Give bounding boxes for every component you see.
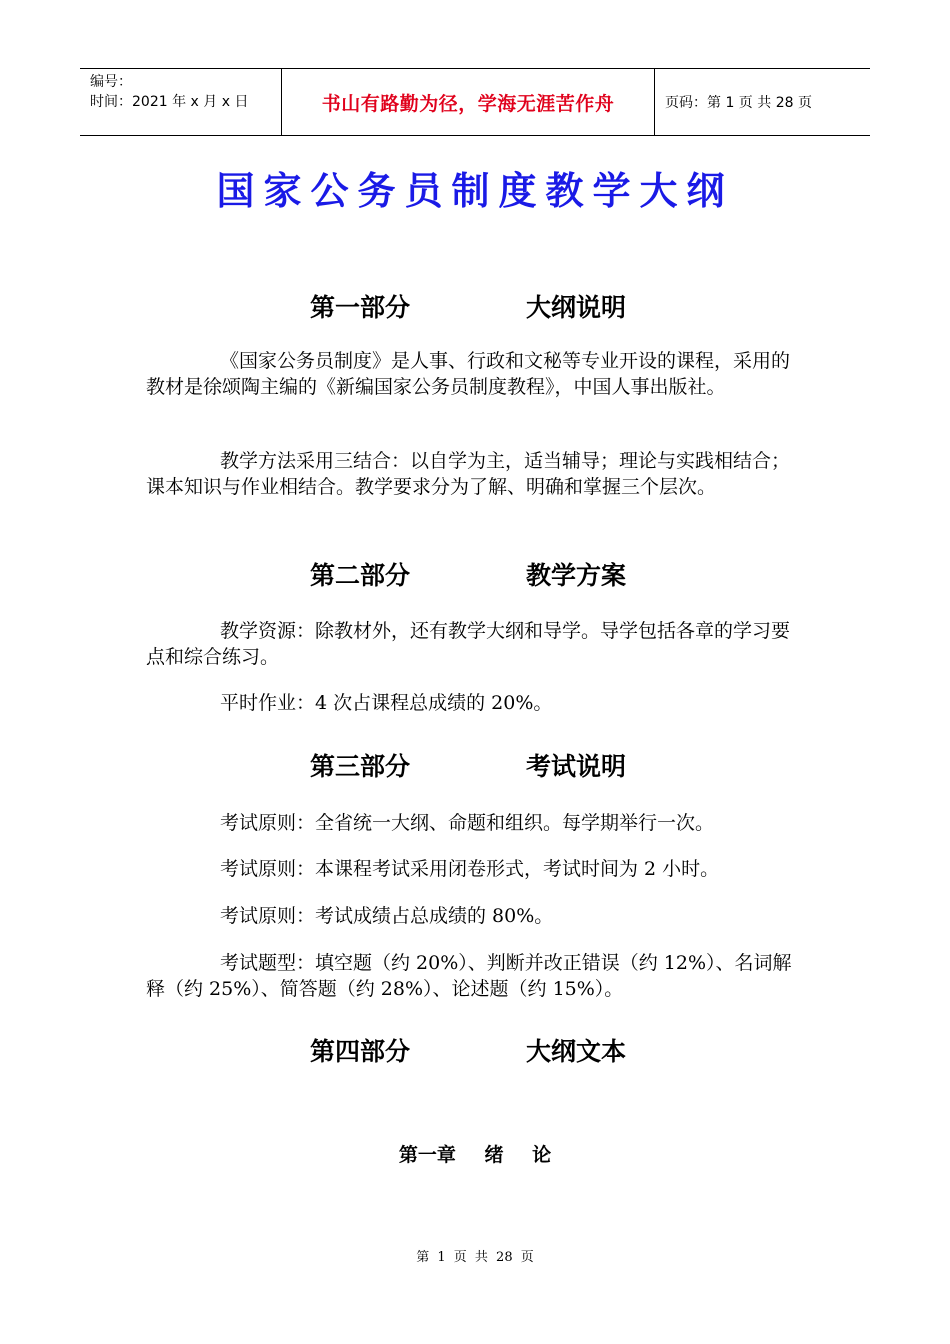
paragraph-exam-principle-2: 考试原则：本课程考试采用闭卷形式，考试时间为 2 小时。 (220, 858, 720, 880)
part-number: 第一部分 (310, 293, 411, 322)
document-number-label: 编号： (90, 74, 132, 90)
paragraph-exam-principle-1: 考试原则：全省统一大纲、命题和组织。每学期举行一次。 (220, 812, 715, 834)
header-page-info: 页码：第 1 页 共 28 页 (665, 95, 812, 111)
header-motto: 书山有路勤为径，学海无涯苦作舟 (282, 69, 655, 135)
part-number: 第四部分 (310, 1037, 411, 1066)
chapter-heading: 第一章 绪 论 (398, 1144, 552, 1166)
part-heading-3 (310, 747, 730, 783)
paragraph-course-intro: 《国家公务员制度》是人事、行政和文秘等专业开设的课程，采用的教材是徐颂陶主编的《新编国家公务员制度教程》，中国人事出版社。 (146, 350, 791, 398)
paragraph-homework: 平时作业：4 次占课程总成绩的 20%。 (220, 692, 553, 714)
paragraph-exam-question-types: 考试题型：填空题（约 20%）、判断并改正错误（约 12%）、名词解释（约 25%）、简答题（约 28%）、论述题（约 15%）。 (146, 952, 792, 1000)
page-footer: 第 1 页 共 28 页 (416, 1250, 534, 1265)
paragraph-teaching-resources: 教学资源：除教材外，还有教学大纲和导学。导学包括各章的学习要点和综合练习。 (146, 620, 791, 668)
part-heading-1 (310, 288, 730, 324)
paragraph-teaching-method: 教学方法采用三结合：以自学为主，适当辅导；理论与实践相结合；课本知识与作业相结合。教学要求分为了解、明确和掌握三个层次。 (146, 450, 791, 498)
part-name: 考试说明 (526, 752, 627, 781)
header-table (80, 68, 870, 136)
header-meta-cell (80, 69, 282, 135)
part-heading-2 (310, 556, 730, 592)
part-number: 第三部分 (310, 752, 411, 781)
paragraph-exam-principle-3: 考试原则：考试成绩占总成绩的 80%。 (220, 905, 554, 927)
part-heading-4 (310, 1032, 730, 1068)
document-title: 国家公务员制度教学大纲 (216, 169, 734, 213)
part-name: 大纲文本 (526, 1037, 627, 1066)
part-number: 第二部分 (310, 561, 411, 590)
part-name: 大纲说明 (526, 293, 627, 322)
part-name: 教学方案 (526, 561, 627, 590)
document-time-label: 时间：2021 年 x 月 x 日 (90, 94, 249, 110)
